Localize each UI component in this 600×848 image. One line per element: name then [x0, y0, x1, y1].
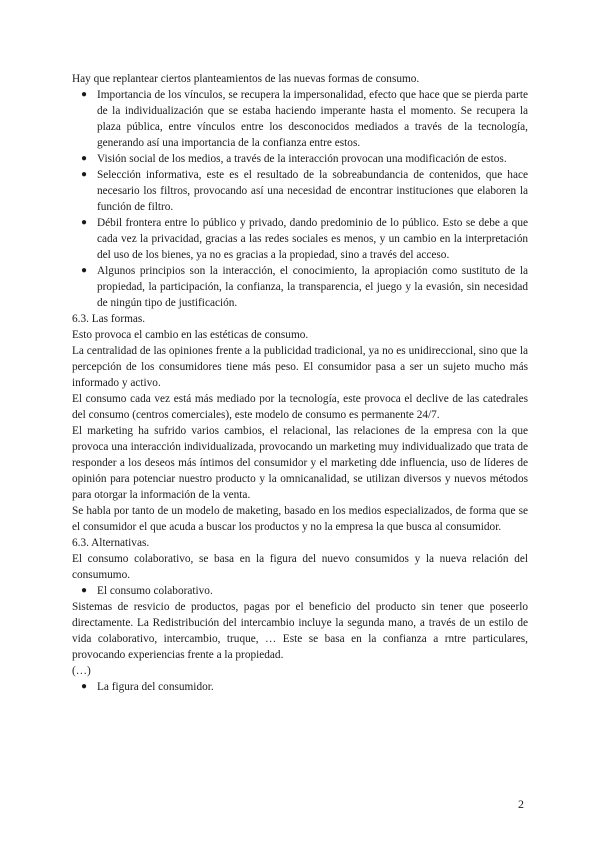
- bullet-icon: ●: [81, 585, 88, 596]
- list-item: [72, 151, 528, 167]
- page-number: 2: [518, 797, 524, 811]
- list-item-text: Algunos principios son la interacción, el conocimiento, la apropiación como sustituto de la propiedad, la participación, la confianza, la transparencia, el juego y la evasión, sin necesidad de ningún tipo de justificación.: [97, 265, 528, 309]
- list-item: [72, 215, 528, 263]
- paragraph: Sistemas de resvicio de productos, pagas por el beneficio del producto sin tener que poseerlo directamente. La Redistribución del intercambio incluye la segunda mano, a través de un estilo de vida colaborativo, intercambio, truque, … Este se basa en la confianza a rntre particulares, provocando experiencias frente a la propiedad.: [72, 601, 528, 661]
- list-item: [72, 263, 528, 311]
- list-item-text: La figura del consumidor.: [97, 681, 214, 693]
- paragraph: El consumo colaborativo, se basa en la figura del nuevo consumidos y la nueva relación del consumumo.: [72, 553, 528, 581]
- list-item: [72, 583, 528, 599]
- section-heading-formas: 6.3. Las formas.: [72, 313, 146, 325]
- list-item: [72, 87, 528, 151]
- bullet-icon: ●: [81, 153, 88, 164]
- intro-paragraph: Hay que replantear ciertos planteamientos de las nuevas formas de consumo.: [72, 73, 420, 85]
- document-body: [72, 71, 528, 695]
- figura-list: [72, 679, 528, 695]
- paragraph: El marketing ha sufrido varios cambios, el relacional, las relaciones de la empresa con la que provoca una interacción individualizada, provocando un marketing muy individualizado que trata de responder a los deseos más íntimos del consumidor y el marketing dde influencia, uso de líderes de opinión para potenciar nuestro producto y la omnicanalidad, se utilizan diversos y nuevos métodos para otorgar la información de la venta.: [72, 425, 528, 501]
- colab-list: [72, 583, 528, 599]
- list-item: [72, 679, 528, 695]
- list-item-text: Visión social de los medios, a través de la interacción provocan una modificación de estos.: [97, 153, 507, 165]
- ellipsis: (…): [72, 665, 91, 677]
- list-item: [72, 167, 528, 215]
- paragraph: El consumo cada vez está más mediado por la tecnología, este provoca el declive de las catedrales del consumo (centros comerciales), este modelo de consumo es permanente 24/7.: [72, 393, 528, 421]
- bullet-icon: ●: [81, 169, 88, 180]
- bullet-icon: ●: [81, 217, 88, 228]
- list-item-text: El consumo colaborativo.: [97, 585, 213, 597]
- paragraph: Esto provoca el cambio en las estéticas de consumo.: [72, 329, 309, 341]
- list-item-text: Selección informativa, este es el resultado de la sobreabundancia de contenidos, que hace necesario los filtros, provocando así una necesidad de encontrar instituciones que elaboren la función de filtro.: [97, 169, 528, 213]
- list-item-text: Importancia de los vínculos, se recupera la impersonalidad, efecto que hace que se pierda parte de la individualización que se estaba haciendo imperante hasta el momento. Se recupera la plaza pública, entre vínculos entre los desconocidos mediados a través de la tecnología, generando así una importancia de la confianza entre estos.: [97, 89, 528, 149]
- section-heading-alternativas: 6.3. Alternativas.: [72, 537, 150, 549]
- bullet-icon: ●: [81, 89, 88, 100]
- bullet-icon: ●: [81, 681, 88, 692]
- paragraph: La centralidad de las opiniones frente a la publicidad tradicional, ya no es unidireccional, sino que la percepción de los consumidores tiene más peso. El consumidor pasa a ser un sujeto mucho más informado y activo.: [72, 345, 528, 389]
- paragraph: Se habla por tanto de un modelo de maketing, basado en los medios especializados, de forma que se el consumidor el que acuda a buscar los productos y no la empresa la que busca al consumidor.: [72, 505, 528, 533]
- bullet-icon: ●: [81, 265, 88, 276]
- principles-list: [72, 87, 528, 311]
- list-item-text: Débil frontera entre lo público y privado, dando predominio de lo público. Esto se debe a que cada vez la privacidad, gracias a las redes sociales es menos, y un cambio en la interpretación del uso de los bienes, ya no es gracias a la propiedad, sino a través del acceso.: [97, 217, 528, 261]
